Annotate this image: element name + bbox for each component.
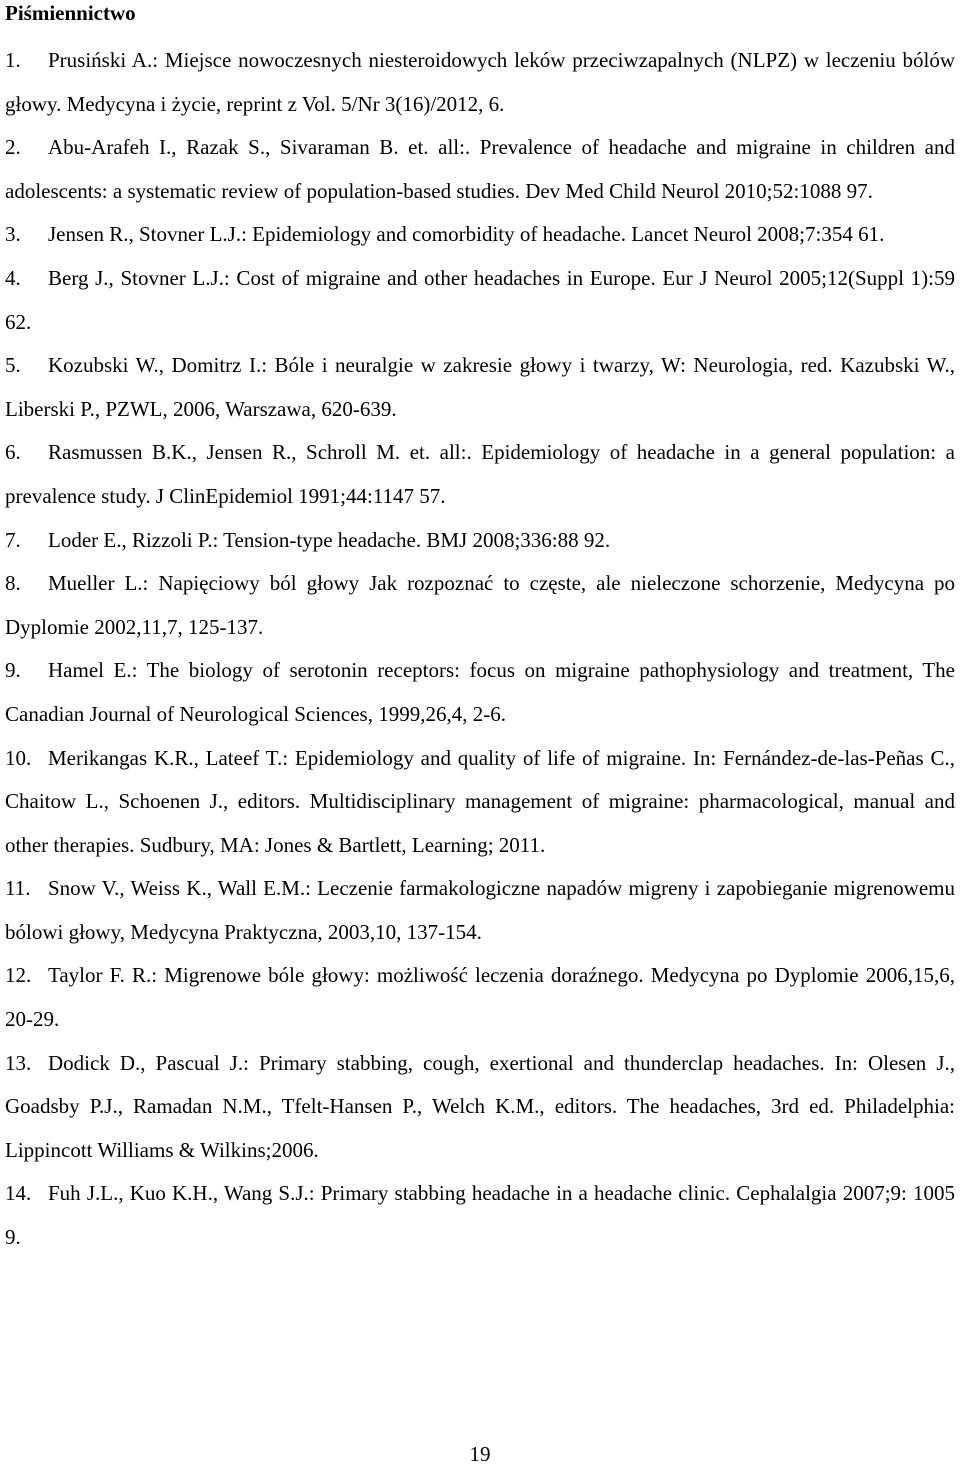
reference-text: Mueller L.: Napięciowy ból głowy Jak rozpoznać to częste, ale nieleczone schorzenie, Medycyna po Dyplomie 2002,11,7, 125-137.	[5, 571, 955, 639]
reference-text: Merikangas K.R., Lateef T.: Epidemiology and quality of life of migraine. In: Fernández-de-las-Peñas C., Chaitow L., Schoenen J., editors. Multidisciplinary management of migraine: pharmacological, manual and other therapies. Sudbury, MA: Jones & Bartlett, Learning; 2011.	[5, 745, 955, 857]
reference-text: Rasmussen B.K., Jensen R., Schroll M. et. all:. Epidemiology of headache in a general population: a prevalence study. J ClinEpidemiol 1991;44:1147 57.	[5, 440, 955, 508]
reference-item	[5, 126, 955, 213]
reference-item	[5, 344, 955, 431]
reference-item	[5, 954, 955, 1041]
reference-number: 14.	[5, 1181, 32, 1206]
reference-item	[5, 213, 955, 257]
reference-text: Kozubski W., Domitrz I.: Bóle i neuralgie w zakresie głowy i twarzy, W: Neurologia, red. Kazubski W., Liberski P., PZWL, 2006, Warszawa, 620-639.	[5, 353, 955, 421]
reference-text: Abu-Arafeh I., Razak S., Sivaraman B. et. all:. Prevalence of headache and migraine in children and adolescents: a systematic review of population-based studies. Dev Med Child Neurol 2010;52:1088 97.	[5, 135, 955, 203]
reference-item	[5, 431, 955, 518]
reference-number: 3.	[5, 222, 21, 247]
reference-item	[5, 867, 955, 954]
reference-number: 8.	[5, 571, 21, 596]
reference-number: 13.	[5, 1050, 32, 1075]
document-page	[5, 0, 955, 1260]
reference-item	[5, 1042, 955, 1173]
reference-number: 7.	[5, 527, 21, 552]
reference-text: Berg J., Stovner L.J.: Cost of migraine and other headaches in Europe. Eur J Neurol 2005;12(Suppl 1):59 62.	[5, 265, 955, 334]
reference-text: Prusiński A.: Miejsce nowoczesnych niesteroidowych leków przeciwzapalnych (NLPZ) w leczeniu bólów głowy. Medycyna i życie, reprint z Vol. 5/Nr 3(16)/2012, 6.	[5, 48, 955, 116]
reference-number: 4.	[5, 265, 21, 290]
reference-number: 5.	[5, 353, 21, 378]
reference-text: Dodick D., Pascual J.: Primary stabbing, cough, exertional and thunderclap headaches. In: Olesen J., Goadsby P.J., Ramadan N.M., Tfelt-Hansen P., Welch K.M., editors. The headaches, 3rd ed. Philadelphia: Lippincott Williams & Wilkins;2006.	[5, 1050, 955, 1162]
reference-text: Hamel E.: The biology of serotonin receptors: focus on migraine pathophysiology and treatment, The Canadian Journal of Neurological Sciences, 1999,26,4, 2-6.	[5, 658, 955, 726]
page-number: 19	[469, 1442, 491, 1466]
reference-item	[5, 519, 955, 563]
reference-number: 2.	[5, 135, 21, 160]
reference-item	[5, 649, 955, 736]
reference-item	[5, 39, 955, 126]
reference-text: Snow V., Weiss K., Wall E.M.: Leczenie farmakologiczne napadów migreny i zapobieganie migrenowemu bólowi głowy, Medycyna Praktyczna, 2003,10, 137-154.	[5, 876, 955, 944]
section-heading: Piśmiennictwo	[5, 1, 136, 25]
reference-item	[5, 257, 955, 344]
reference-item	[5, 737, 955, 868]
reference-item	[5, 562, 955, 649]
reference-item	[5, 1172, 955, 1259]
reference-text: Fuh J.L., Kuo K.H., Wang S.J.: Primary stabbing headache in a headache clinic. Cephalalgia 2007;9: 1005 9.	[5, 1181, 955, 1250]
reference-number: 12.	[5, 963, 32, 988]
reference-list	[5, 39, 955, 1260]
reference-number: 10.	[5, 745, 32, 770]
reference-number: 11.	[5, 876, 31, 901]
reference-text: Loder E., Rizzoli P.: Tension-type headache. BMJ 2008;336:88 92.	[48, 527, 611, 552]
reference-text: Taylor F. R.: Migrenowe bóle głowy: możliwość leczenia doraźnego. Medycyna po Dyplomie 2006,15,6, 20-29.	[5, 963, 955, 1032]
reference-number: 9.	[5, 658, 21, 683]
reference-number: 1.	[5, 48, 21, 72]
reference-number: 6.	[5, 440, 21, 465]
reference-text: Jensen R., Stovner L.J.: Epidemiology and comorbidity of headache. Lancet Neurol 2008;7:354 61.	[48, 222, 885, 247]
